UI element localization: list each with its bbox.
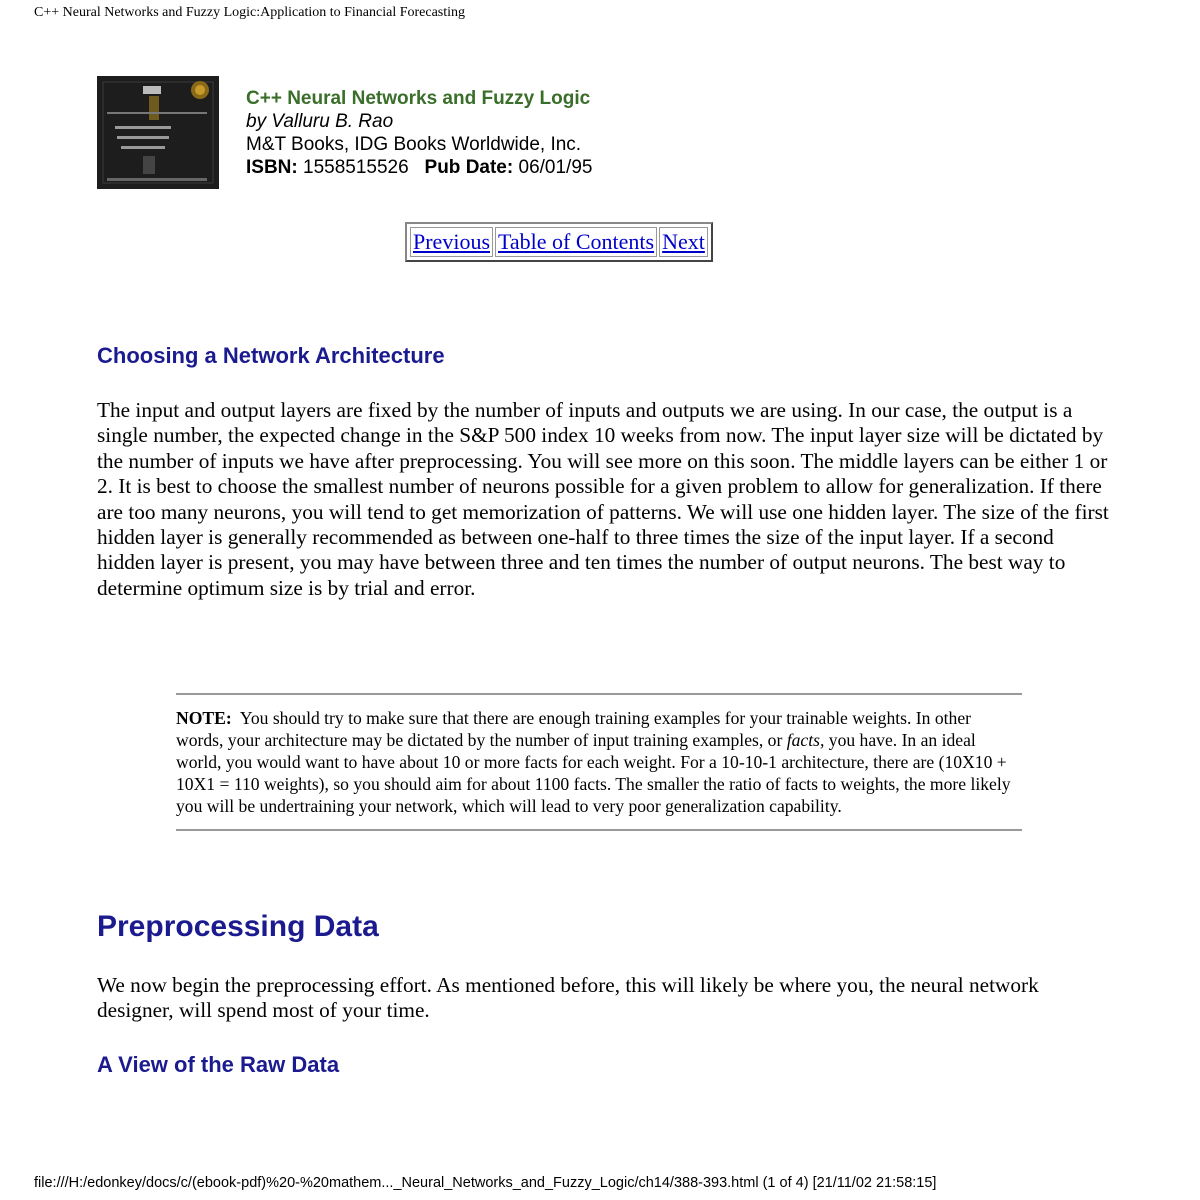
heading-choosing-architecture: Choosing a Network Architecture (97, 343, 445, 368)
nav-cell-previous (410, 227, 493, 257)
book-author: by Valluru B. Rao (246, 111, 394, 132)
note-text-italic: facts, (786, 729, 825, 750)
book-metadata (246, 87, 592, 179)
isbn-pubdate-line (246, 156, 592, 179)
navigation-table (405, 222, 713, 262)
pubdate-label: Pub Date: (424, 157, 514, 178)
book-cover-image[interactable] (97, 76, 219, 189)
book-header (97, 76, 592, 189)
isbn-value: 1558515526 (303, 157, 409, 178)
heading-preprocessing-data: Preprocessing Data (97, 910, 379, 943)
running-head: C++ Neural Networks and Fuzzy Logic:Application to Financial Forecasting (34, 5, 466, 20)
note-text-before: You should try to make sure that there are enough training examples for your trainable weights. In other words, your architecture may be dictated by the number of input training examples, or (176, 708, 971, 750)
pubdate-value: 06/01/95 (518, 157, 593, 178)
architecture-paragraph: The input and output layers are fixed by the number of inputs and outputs we are using. In our case, the output is a single number, the expected change in the S&P 500 index 10 weeks from now. The input layer size will be dictated by the number of inputs we have after preprocessing. You will see more on this soon. The middle layers can be either 1 or 2. It is best to choose the smallest number of neurons possible for a given problem to allow for generalization. If there are too many neurons, you will tend to get memorization of patterns. We will use one hidden layer. The size of the first hidden layer is generally recommended as between one-half to three times the size of the input layer. If a second hidden layer is present, you may have between three and ten times the number of output neurons. The best way to determine optimum size is by trial and error. (97, 398, 1109, 600)
isbn-label: ISBN: (246, 157, 298, 178)
book-title: C++ Neural Networks and Fuzzy Logic (246, 88, 591, 109)
heading-raw-data-view: A View of the Raw Data (97, 1052, 340, 1077)
note-text-after: you have. In an ideal world, you would want to have about 10 or more facts for each weight. For a 10-10-1 architecture, there are (10X10 + 10X1 = 110 weights), so you should aim for about 1100 facts. The smaller the ratio of facts to weights, the more likely you will be undertraining your network, which will lead to very poor generalization capability. (176, 729, 1011, 816)
note-label: NOTE: (176, 708, 232, 728)
book-publisher: M&T Books, IDG Books Worldwide, Inc. (246, 134, 582, 155)
preprocessing-paragraph: We now begin the preprocessing effort. As mentioned before, this will likely be where you, the neural network designer, will spend most of your time. (97, 973, 1039, 1023)
nav-cell-next (659, 227, 708, 257)
nav-cell-toc (495, 227, 657, 257)
previous-link[interactable]: Previous (413, 229, 490, 254)
table-of-contents-link[interactable]: Table of Contents (498, 229, 655, 254)
note-block (176, 693, 1022, 831)
page-footer-url: file:///H:/edonkey/docs/c/(ebook-pdf)%20-%20mathem..._Neural_Networks_and_Fuzzy_Logic/ch14/388-393.html (1 of 4) [21/11/02 21:58:15] (34, 1175, 937, 1191)
next-link[interactable]: Next (662, 229, 705, 254)
